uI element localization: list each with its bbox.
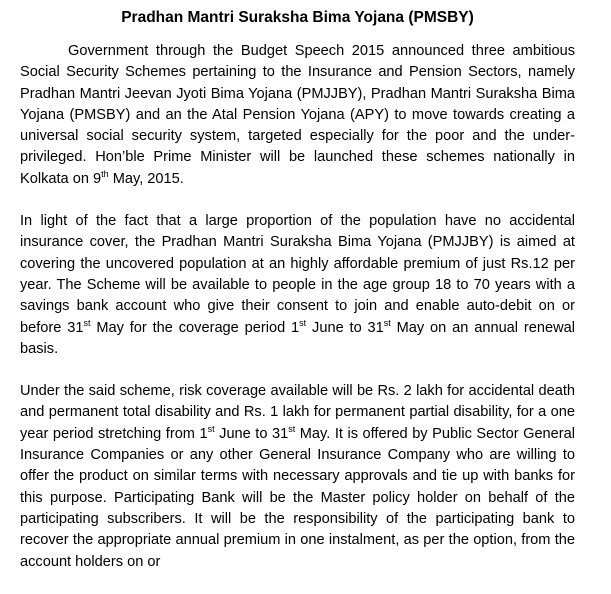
ordinal-suffix: st (383, 317, 391, 328)
document-page (20, 8, 575, 594)
text-run: June to 31 (214, 425, 289, 442)
text-run: May, 2015. (108, 170, 184, 187)
paragraph-budget-announcement (20, 41, 575, 190)
text-run: May on an annual renewal basis. (20, 319, 575, 357)
text-run: May for the coverage period 1 (90, 319, 300, 336)
text-run: June to 31 (306, 319, 384, 336)
ordinal-suffix: st (207, 423, 215, 434)
paragraph-scheme-eligibility (20, 211, 575, 360)
ordinal-suffix: th (101, 168, 109, 179)
paragraph-risk-coverage (20, 381, 575, 573)
document-title: Pradhan Mantri Suraksha Bima Yojana (PMSBY) (121, 9, 474, 26)
text-run: Under the said scheme, risk coverage available will be Rs. 2 lakh for accidental death and permanent total disability and Rs. 1 lakh for permanent partial disability, for a one year period stretching from 1 (20, 383, 575, 442)
ordinal-suffix: st (299, 317, 307, 328)
ordinal-suffix: st (83, 317, 91, 328)
text-run: May. It is offered by Public Sector General Insurance Companies or any other General Insurance Company who are willing to offer the product on similar terms with necessary approvals and tie up with banks for this purpose. Participating Bank will be the Master policy holder on behalf of the participating subscribers. It will be the responsibility of the participating bank to recover the appropriate annual premium in one instalment, as per the option, from the account holders on or (20, 425, 576, 570)
text-run: In light of the fact that a large proportion of the population have no accidental insurance cover, the Pradhan Mantri Suraksha Bima Yojana (PMJJBY) is aimed at covering the uncovered population at an highly affordable premium of just Rs.12 per year. The Scheme will be available to people in the age group 18 to 70 years with a savings bank account who give their consent to join and enable auto-debit on or before 31 (20, 213, 575, 336)
text-run: Government through the Budget Speech 2015 announced three ambitious Social Security Schemes pertaining to the Insurance and Pension Sectors, namely Pradhan Mantri Jeevan Jyoti Bima Yojana (PMJJBY), Pradhan Mantri Suraksha Bima Yojana (PMSBY) and an the Atal Pension Yojana (APY) to move towards creating a universal social security system, targeted especially for the poor and the under-privileged. Hon’ble Prime Minister will be launched these schemes nationally in Kolkata on 9 (20, 43, 575, 187)
ordinal-suffix: st (288, 423, 296, 434)
